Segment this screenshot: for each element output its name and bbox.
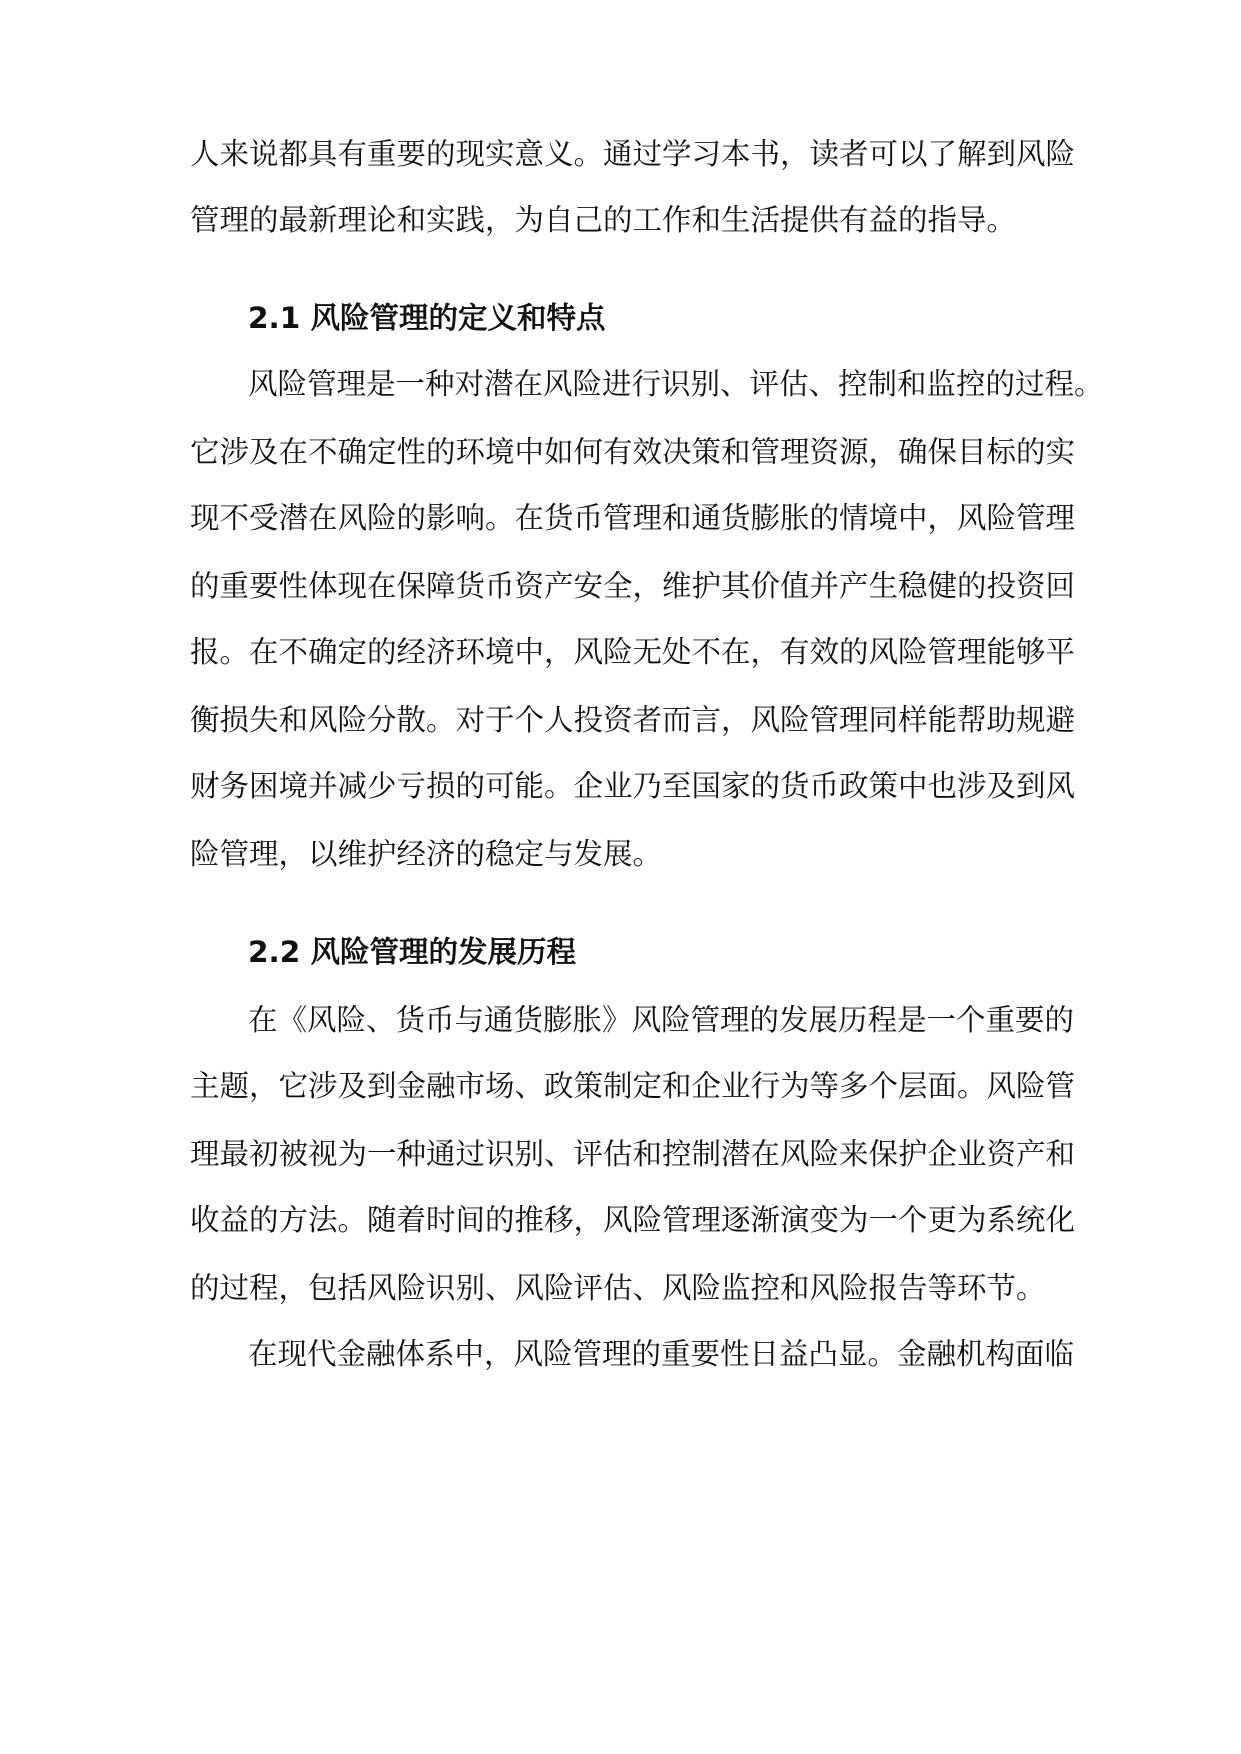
section-2-2-p1-line-4: 收益的方法。随着时间的推移，风险管理逐渐演变为一个更为系统化 — [190, 1203, 1076, 1237]
section-2-2-p1-line-5: 的过程，包括风险识别、风险评估、风险监控和风险报告等环节。 — [190, 1271, 1046, 1305]
section-2-1-line-3: 现不受潜在风险的影响。在货币管理和通货膨胀的情境中，风险管理 — [190, 501, 1076, 535]
section-2-1-line-5: 报。在不确定的经济环境中，风险无处不在，有效的风险管理能够平 — [190, 635, 1076, 669]
section-2-2-p1-line-3: 理最初被视为一种通过识别、评估和控制潜在风险来保护企业资产和 — [190, 1137, 1076, 1171]
intro-line-2: 管理的最新理论和实践，为自己的工作和生活提供有益的指导。 — [190, 203, 1017, 237]
section-heading-2-1: 2.1 风险管理的定义和特点 — [248, 301, 606, 335]
section-2-2-p1-line-1: 在《风险、货币与通货膨胀》风险管理的发展历程是一个重要的 — [248, 1003, 1075, 1037]
section-2-1-line-8: 险管理，以维护经济的稳定与发展。 — [190, 837, 663, 871]
section-2-1-line-4: 的重要性体现在保障货币资产安全，维护其价值并产生稳健的投资回 — [190, 569, 1076, 603]
intro-line-1: 人来说都具有重要的现实意义。通过学习本书，读者可以了解到风险 — [190, 137, 1076, 171]
section-2-1-line-2: 它涉及在不确定性的环境中如何有效决策和管理资源，确保目标的实 — [190, 435, 1076, 469]
section-2-1-line-6: 衡损失和风险分散。对于个人投资者而言，风险管理同样能帮助规避 — [190, 703, 1076, 737]
section-heading-2-2: 2.2 风险管理的发展历程 — [248, 935, 577, 969]
section-2-2-p1-line-2: 主题，它涉及到金融市场、政策制定和企业行为等多个层面。风险管 — [190, 1069, 1076, 1103]
section-2-1-line-7: 财务困境并减少亏损的可能。企业乃至国家的货币政策中也涉及到风 — [190, 769, 1076, 803]
section-2-1-line-1: 风险管理是一种对潜在风险进行识别、评估、控制和监控的过程。 — [248, 367, 1104, 401]
section-2-2-p2-line-1: 在现代金融体系中，风险管理的重要性日益凸显。金融机构面临 — [248, 1337, 1075, 1371]
